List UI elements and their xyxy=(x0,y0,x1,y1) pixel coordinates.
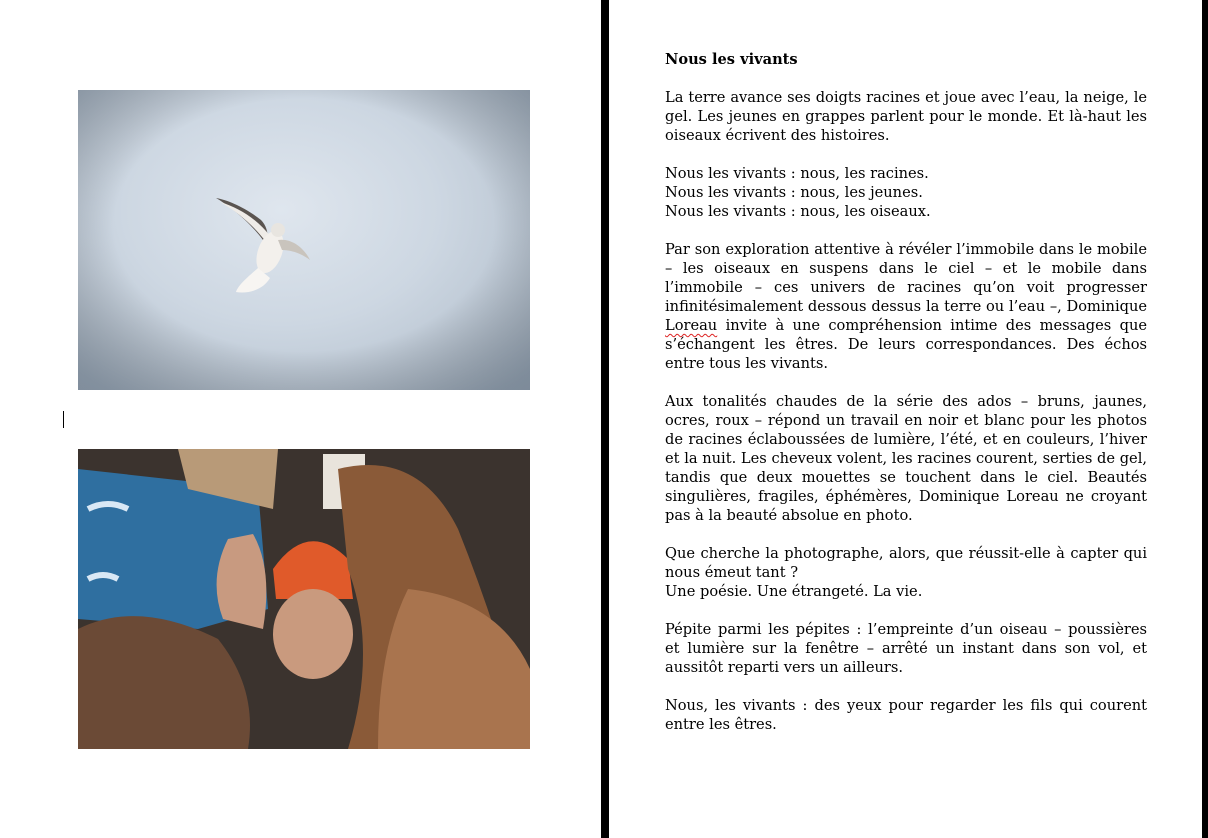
crowd-illustration xyxy=(78,449,530,749)
paragraph-3 xyxy=(665,240,1147,373)
text-cursor xyxy=(63,411,64,428)
refrain-line: Nous les vivants : nous, les oiseaux. xyxy=(665,203,931,220)
article-title: Nous les vivants xyxy=(665,51,798,68)
refrain-line: Nous les vivants : nous, les jeunes. xyxy=(665,184,923,201)
paragraph-6: Pépite parmi les pépites : l’empreinte d’un oiseau – poussières et lumière sur la fenêtre – arrêté un instant dans son vol, et aussitôt reparti vers un ailleurs. xyxy=(665,621,1147,676)
spellcheck-flagged-word[interactable]: Loreau xyxy=(665,317,718,334)
paragraph-7: Nous, les vivants : des yeux pour regarder les fils qui courent entre les êtres. xyxy=(665,697,1147,733)
photo-youth-crowd[interactable] xyxy=(78,449,530,749)
left-page xyxy=(0,0,601,838)
refrain-line: Nous les vivants : nous, les racines. xyxy=(665,165,929,182)
gull-illustration xyxy=(78,90,530,390)
article-text[interactable] xyxy=(665,50,1147,753)
paragraph-3-text-b: invite à une compréhension intime des messages que s’échangent les êtres. De leurs correspondances. Des échos entre tous les vivants. xyxy=(665,317,1147,372)
paragraph-1: La terre avance ses doigts racines et joue avec l’eau, la neige, le gel. Les jeunes en grappes parlent pour le monde. Et là-haut les oiseaux écrivent des histoires. xyxy=(665,89,1147,144)
paragraph-2 xyxy=(665,164,1147,221)
paragraph-3-text-a: Par son exploration attentive à révéler l’immobile dans le mobile – les oiseaux en suspens dans le ciel – et le mobile dans l’immobile – ces univers de racines qu’on voit progresser infinitésimalement dessous dessus la terre ou l’eau –, Dominique xyxy=(665,241,1147,315)
answer-line: Une poésie. Une étrangeté. La vie. xyxy=(665,583,923,600)
photo-gull-in-sky[interactable] xyxy=(78,90,530,390)
question-line: Que cherche la photographe, alors, que réussit-elle à capter qui nous émeut tant ? xyxy=(665,545,1147,581)
right-page xyxy=(609,0,1202,838)
paragraph-5 xyxy=(665,544,1147,601)
paragraph-4: Aux tonalités chaudes de la série des ados – bruns, jaunes, ocres, roux – répond un travail en noir et blanc pour les photos de racines éclaboussées de lumière, l’été, et en couleurs, l’hiver et la nuit. Les cheveux volent, les racines courent, serties de gel, tandis que deux mouettes se touchent dans le ciel. Beautés singulières, fragiles, éphémères, Dominique Loreau ne croyant pas à la beauté absolue en photo. xyxy=(665,393,1147,524)
